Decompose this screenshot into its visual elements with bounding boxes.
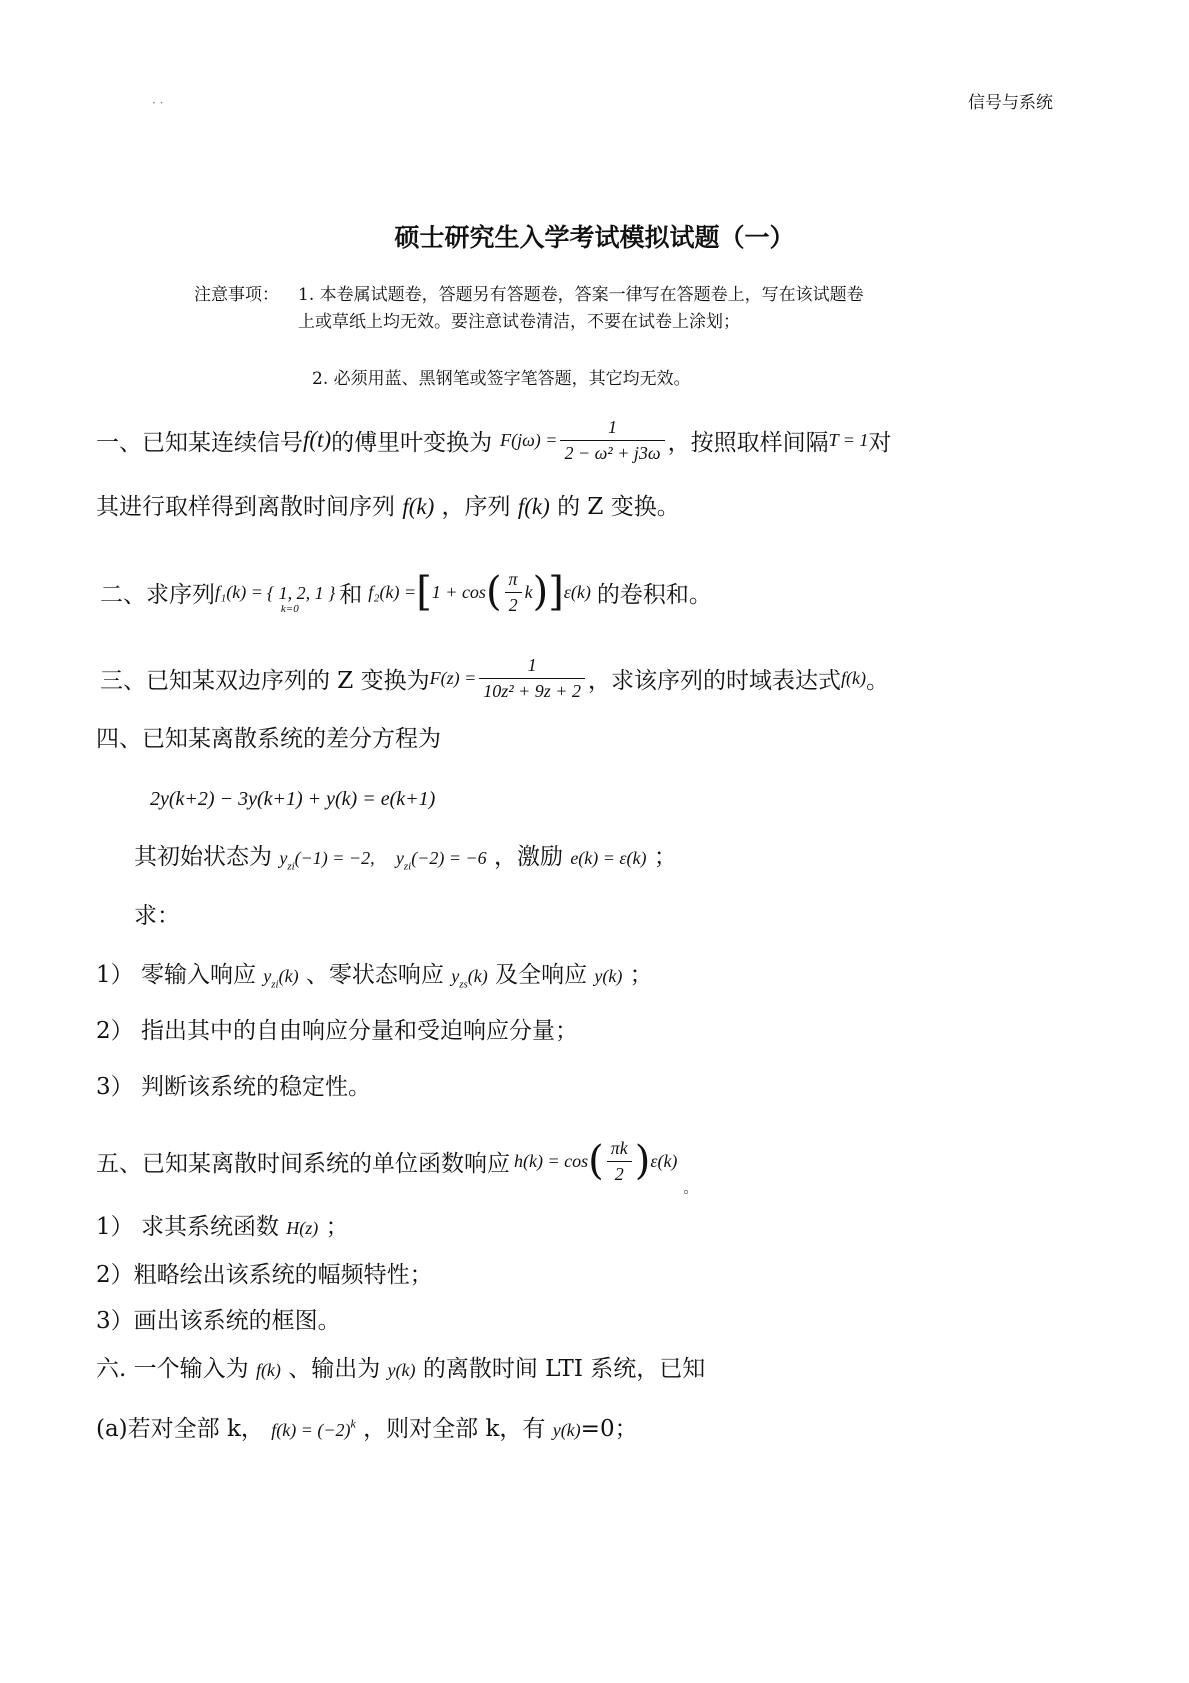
q2-k: k [524,581,533,602]
q5-text-a: 五、已知某离散时间系统的单位函数响应 [96,1150,510,1177]
question-1-line1 [96,400,891,480]
q5-paren-right: ) [634,1138,651,1184]
q4-init-2: y [395,848,404,868]
q3-F-num: 1 [479,655,585,679]
q1-T: T = 1 [828,429,869,450]
q1-ft: f(t) [303,427,332,452]
q5-two: 2 [614,1163,624,1184]
q6-text-b: 、输出为 [288,1356,381,1382]
q5-subquestion-2: 2）粗略绘出该系统的幅频特性； [96,1262,433,1288]
q6-a-1: (a)若对全部 k， [96,1416,264,1442]
q4-ask: 求： [134,903,180,929]
q1-F-lhs: F(jω) = [500,429,558,450]
header-subject: 信号与系统 [968,93,1053,113]
q3-text-c: 。 [865,667,889,694]
q2-text-c: 的卷积和。 [596,581,712,608]
q5-eps: ε(k) [650,1150,678,1171]
q4-init-2-rest: (−2) = −6 [411,848,487,868]
q4-s1-yzs: y [451,966,460,986]
q5-subquestion-1 [96,1208,349,1241]
q2-f1-sub: k=0 [280,603,299,615]
q6-a-f: f(k) = (−2) [271,1420,351,1440]
q5-s1-b: ； [325,1214,349,1240]
q1-fraction [560,417,664,464]
q3-fk: f(k) [840,667,866,688]
q1-text-a: 一、已知某连续信号 [96,429,303,456]
q1-text-d: 对 [868,429,892,456]
question-3 [100,640,889,716]
q3-text-a: 三、已知某双边序列的 Z 变换为 [100,667,430,694]
q2-paren-right: ) [532,569,549,615]
q1-fk-1: f(k) [402,494,435,519]
q4-init-1-sub: zi [287,860,295,873]
q4-s1-b: 、零状态响应 [305,962,444,988]
q1-line2-b: ，序列 [441,494,511,520]
q2-text-b: 和 [339,581,363,608]
question-2 [100,552,712,632]
question-4-title: 四、已知某离散系统的差分方程为 [96,726,441,752]
notice-label: 注意事项： [194,285,279,305]
q6-condition-a [96,1410,638,1443]
q3-F-den: 10z² + 9z + 2 [483,680,581,701]
q4-subquestion-3: 3） 判断该系统的稳定性。 [96,1074,371,1100]
q4-init-1: y [279,848,288,868]
notice-item2: 2. 必须用蓝、黑钢笔或签字笔答题，其它均无效。 [312,369,691,389]
q1-text-c: ，按照取样间隔 [667,429,829,456]
q4-s1-yzi: y [263,966,272,986]
q4-s1-d: ； [629,962,653,988]
q5-paren-left: ( [588,1138,604,1184]
q3-fraction [479,655,585,702]
q5-subquestion-3: 3）画出该系统的框图。 [96,1308,341,1334]
question-1-line2 [96,488,680,521]
q4-subquestion-2: 2） 指出其中的自由响应分量和受迫响应分量； [96,1018,578,1044]
q4-init-c: ； [653,844,677,870]
q2-eps: ε(k) [563,581,591,602]
q2-f1-lhs: f₁(k) = [215,581,263,602]
q2-fraction [505,569,522,616]
q6-a-y: y(k) [552,1420,581,1440]
q1-line2-a: 其进行取样得到离散时间序列 [96,494,395,520]
q5-fraction [607,1138,632,1185]
q6-a-3: =0； [580,1416,638,1442]
q5-h-lhs: h(k) = cos [514,1150,589,1171]
q2-paren-left: ( [485,569,502,615]
q4-init-b: ，激励 [494,844,563,870]
q4-init-2-sub: zi [403,860,412,873]
q1-text-b: 的傅里叶变换为 [331,429,493,456]
q2-two: 2 [508,594,518,615]
q1-F-num: 1 [560,417,664,441]
q5-pik: πk [607,1138,632,1162]
q4-subquestion-1: 1） 零输入响应 $y_{zi}(k)$ 、零状态响应 $y_{zs}(k)$ 及全响应 y(k) ； [96,962,653,991]
q4-init-a: 其初始状态为 [134,844,272,870]
q6-yk: y(k) [387,1360,416,1380]
page-title: 硕士研究生入学考试模拟试题（一） [394,223,795,252]
q2-f2-lhs: f₂(k) = [368,581,417,602]
q2-bracket-right: ] [548,569,564,615]
q2-f1-val: { 1, 2, 1 } [266,583,336,603]
q2-f1-seq [266,579,336,615]
q2-bracket-left: [ [416,569,432,615]
q1-fk-2: f(k) [517,494,550,519]
notice-item1-line1: 1. 本卷属试题卷，答题另有答题卷，答案一律写在答题卷上，写在该试题卷 [298,285,864,305]
q6-a-2: ，则对全部 k，有 [363,1416,546,1442]
q4-s1-yzi-sub: zi [271,978,279,991]
q4-s1-yzs-sub: zs [459,978,468,991]
q3-text-b: ，求该序列的时域表达式 [587,667,841,694]
q5-text-b: 。 [683,1181,698,1197]
header-mark: · · [152,96,164,110]
notice-item1-line2: 上或草纸上均无效。要注意试卷清洁，不要在试卷上涂划； [298,312,740,332]
q4-init-1-rest: (−1) = −2, [294,848,375,868]
question-6 [96,1350,705,1383]
q2-text-a: 二、求序列 [100,581,215,608]
question-5 [96,1124,697,1198]
q2-f2-a: 1 + cos [431,581,486,602]
q4-s1-y: y(k) [594,966,623,986]
q4-s1-c: 及全响应 [495,962,588,988]
q5-s1-a: 1） 求其系统函数 [96,1214,279,1240]
q4-difference-equation: 2y(k+2) − 3y(k+1) + y(k) = e(k+1) [150,788,436,810]
q6-fk: f(k) [255,1360,281,1380]
q6-text-c: 的离散时间 LTI 系统，已知 [422,1356,706,1382]
q2-pi: π [505,569,522,593]
q4-excite: e(k) = ε(k) [570,848,647,868]
q5-s1-H: H(z) [286,1218,319,1238]
q6-text-a: 六. 一个输入为 [96,1356,249,1382]
q4-initial-state [134,838,677,873]
q1-line2-c: 的 Z 变换。 [557,494,680,520]
q1-F-den: 2 − ω² + j3ω [564,442,661,463]
q3-F-lhs: F(z) = [429,667,477,688]
q4-s1-a: 1） 零输入响应 [96,962,256,988]
q6-a-exp: k [350,1416,356,1431]
